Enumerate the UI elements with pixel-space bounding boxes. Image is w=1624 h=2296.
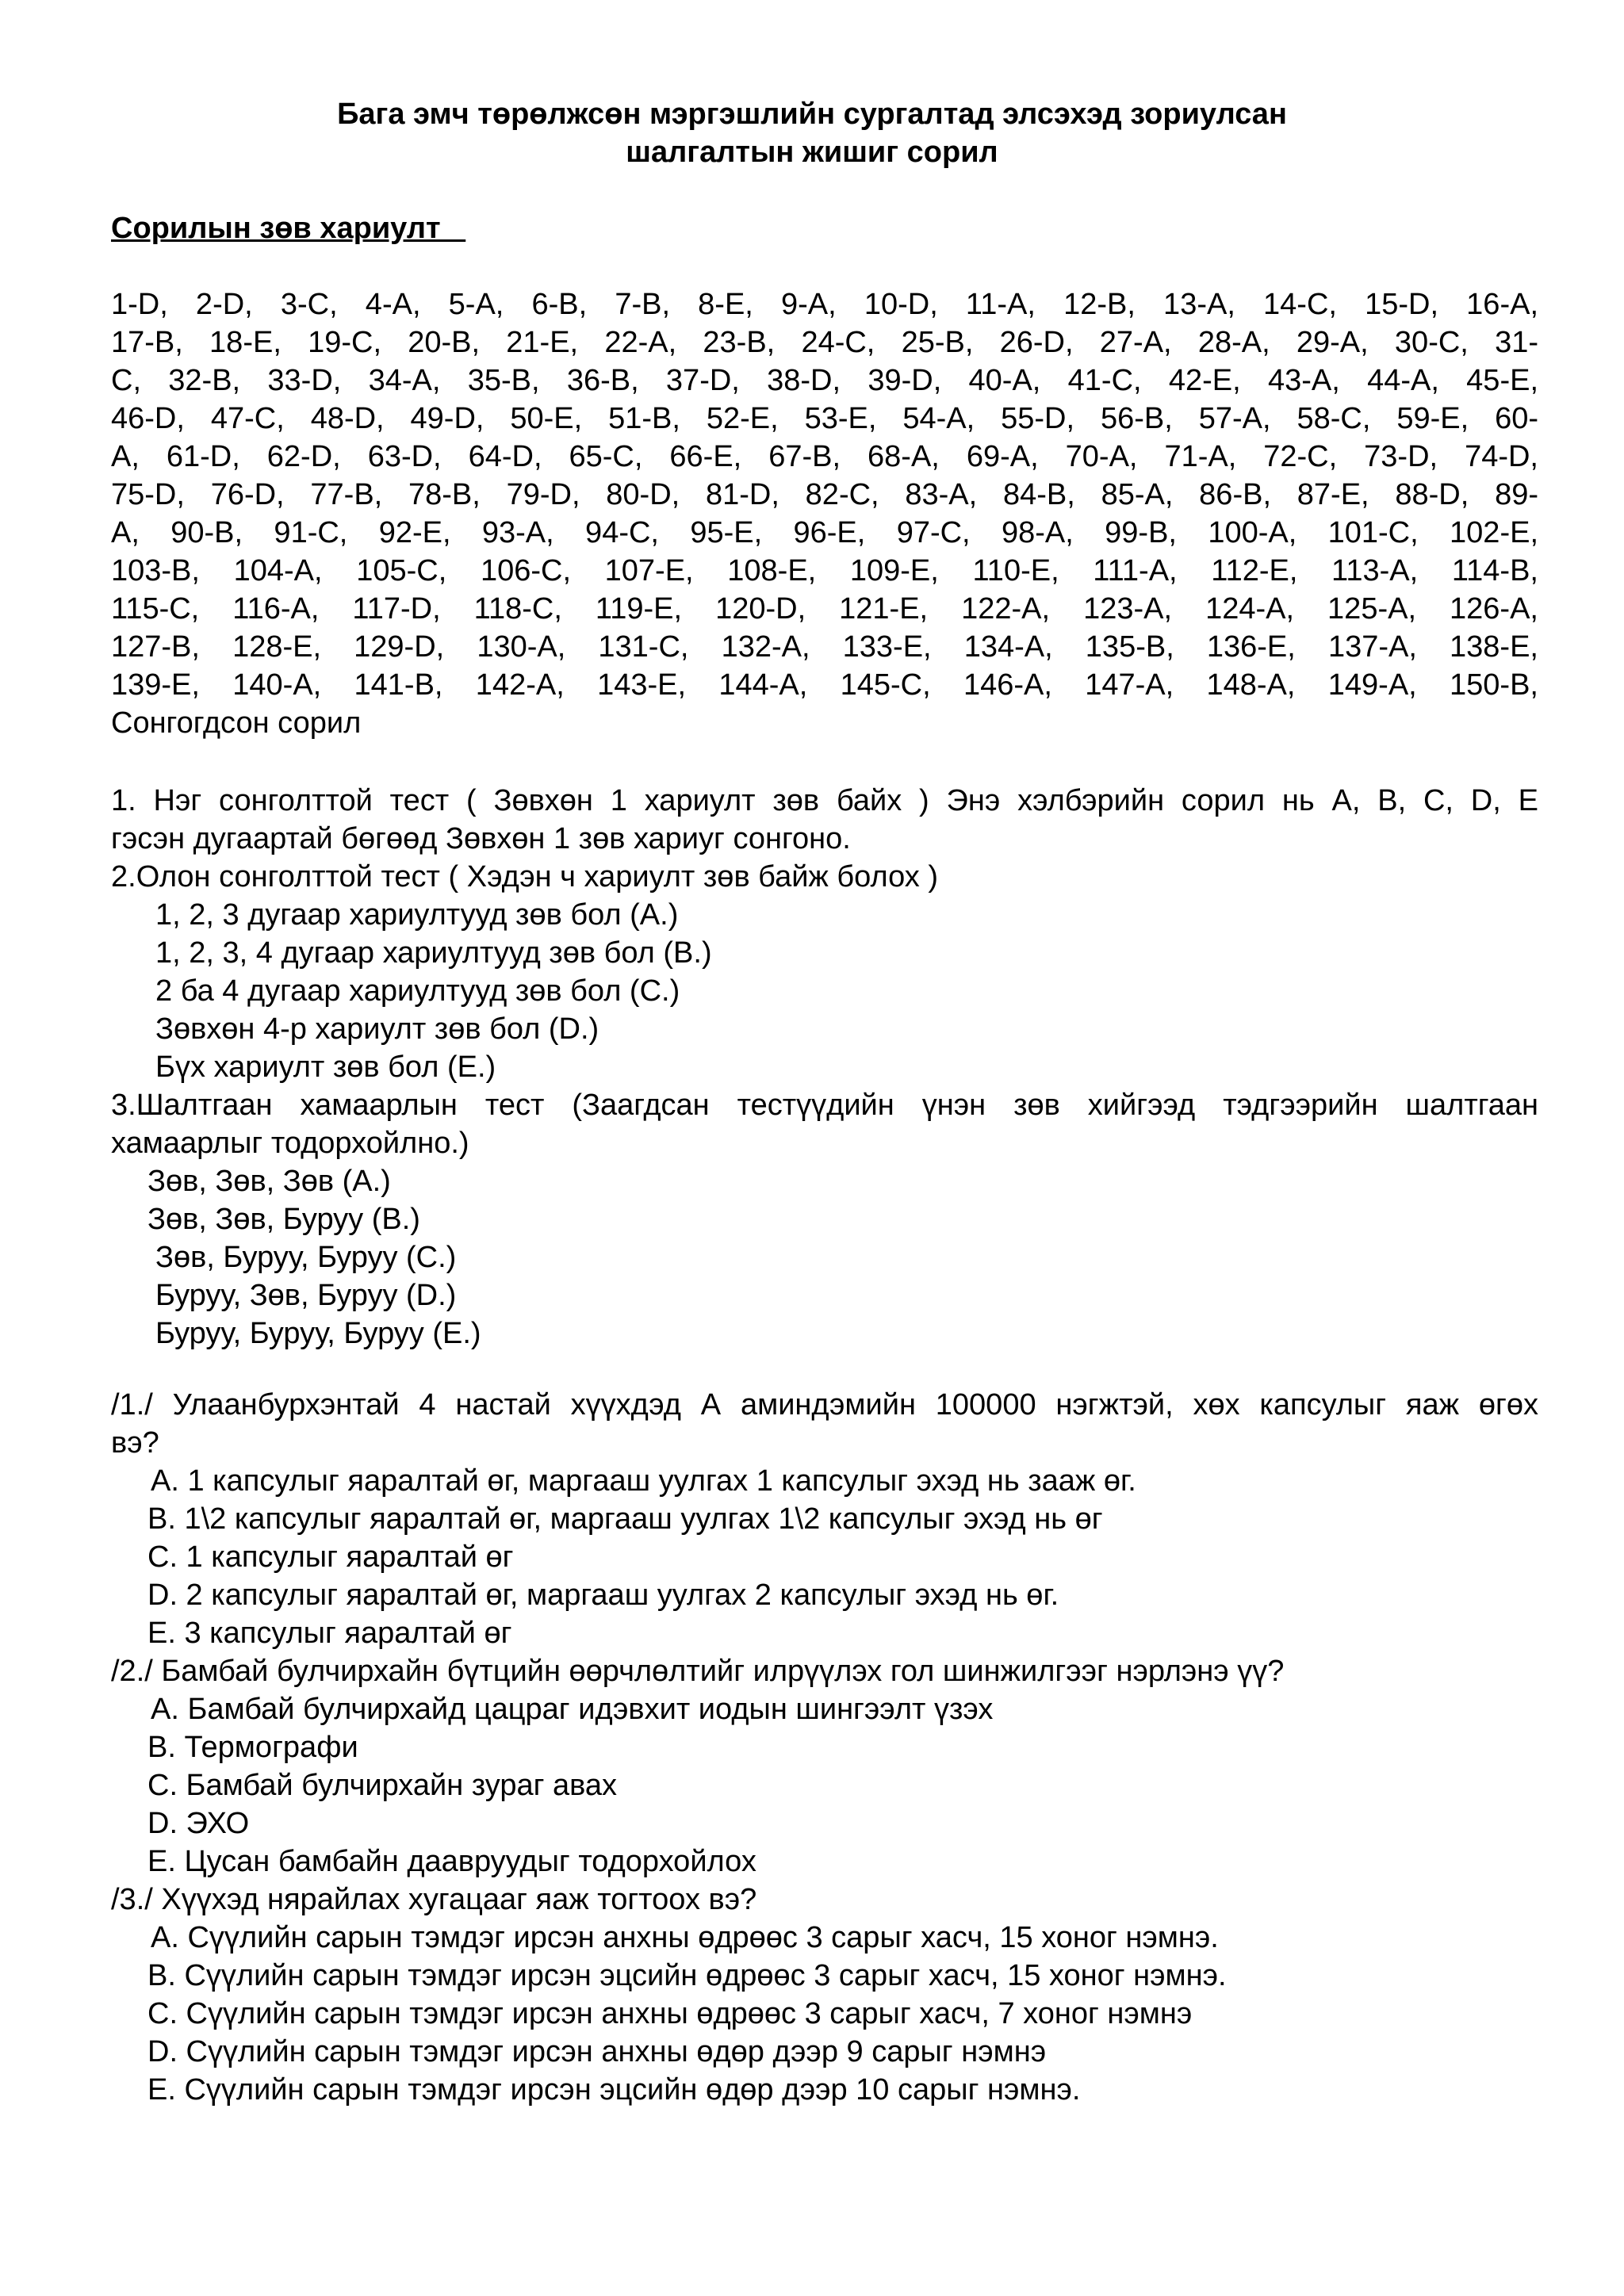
question-2-option: A. Бамбай булчирхайд цацраг идэвхит иодын шингээлт үзэх <box>151 1693 994 1726</box>
type-2-heading: 2.Олон сонголттой тест ( Хэдэн ч хариулт зөв байж болох ) <box>111 860 938 894</box>
answer-key-line: 139-E, 140-A, 141-B, 142-A, 143-E, 144-A, 145-C, 146-A, 147-A, 148-A, 149-A, 150-B, <box>111 668 1538 702</box>
test-types-section <box>111 782 1538 1353</box>
answer-key-line: A, 61-D, 62-D, 63-D, 64-D, 65-C, 66-E, 67-B, 68-A, 69-A, 70-A, 71-A, 72-C, 73-D, 74-D, <box>111 440 1538 473</box>
question-1-option: B. 1\2 капсулыг яаралтай өг, маргааш уулгах 1\2 капсулыг эхэд нь өг <box>147 1502 1103 1536</box>
questions-section <box>111 1386 1538 2109</box>
type-3-option: Буруу, Буруу, Буруу (E.) <box>155 1317 481 1350</box>
type-2-option: 1, 2, 3 дугаар хариултууд зөв бол (A.) <box>155 898 679 932</box>
answer-key-line: 17-B, 18-E, 19-C, 20-B, 21-E, 22-A, 23-B, 24-C, 25-B, 26-D, 27-A, 28-A, 29-A, 30-C, 31- <box>111 326 1538 359</box>
page-title <box>0 95 1624 171</box>
question-1-option: C. 1 капсулыг яаралтай өг <box>147 1540 514 1574</box>
question-3-option: B. Сүүлийн сарын тэмдэг ирсэн эцсийн өдрөөс 3 сарыг хасч, 15 хоног нэмнэ. <box>147 1959 1227 1992</box>
answer-key-trailing: Сонгогдсон сорил <box>111 706 362 740</box>
question-3-heading: /3./ Хүүхэд нярайлах хугацааг яаж тогтоох вэ? <box>111 1883 757 1916</box>
answer-key-line: 75-D, 76-D, 77-B, 78-B, 79-D, 80-D, 81-D, 82-C, 83-A, 84-B, 85-A, 86-B, 87-E, 88-D, 89- <box>111 478 1538 511</box>
title-line-1: Бага эмч төрөлжсөн мэргэшлийн сургалтад элсэхэд зориулсан <box>337 98 1287 131</box>
question-2-option: E. Цусан бамбайн даавруудыг тодорхойлох <box>147 1845 756 1878</box>
question-3-option: D. Сүүлийн сарын тэмдэг ирсэн анхны өдөр дээр 9 сарыг нэмнэ <box>147 2035 1047 2068</box>
type-1-line-1: 1. Нэг сонголттой тест ( Зөвхөн 1 хариулт зөв байх ) Энэ хэлбэрийн сорил нь A, B, C, D, E <box>111 784 1538 817</box>
type-2-option: Бүх хариулт зөв бол (E.) <box>155 1050 496 1084</box>
type-2-option: 1, 2, 3, 4 дугаар хариултууд зөв бол (B.) <box>155 936 712 970</box>
answer-key-line: 103-B, 104-A, 105-C, 106-C, 107-E, 108-E, 109-E, 110-E, 111-A, 112-E, 113-A, 114-B, <box>111 554 1538 587</box>
answer-key-line: A, 90-B, 91-C, 92-E, 93-A, 94-C, 95-E, 96-E, 97-C, 98-A, 99-B, 100-A, 101-C, 102-E, <box>111 516 1538 549</box>
question-1-line-1: /1./ Улаанбурхэнтай 4 настай хүүхдэд А аминдэмийн 100000 нэгжтэй, хөх капсулыг яаж өгөх <box>111 1388 1538 1422</box>
answer-key-line: 115-C, 116-A, 117-D, 118-C, 119-E, 120-D, 121-E, 122-A, 123-A, 124-A, 125-A, 126-A, <box>111 592 1538 626</box>
type-2-option: 2 ба 4 дугаар хариултууд зөв бол (C.) <box>155 974 680 1008</box>
type-3-option: Зөв, Зөв, Буруу (B.) <box>147 1203 420 1236</box>
question-3-option: A. Сүүлийн сарын тэмдэг ирсэн анхны өдрөөс 3 сарыг хасч, 15 хоног нэмнэ. <box>151 1921 1219 1954</box>
title-line-2: шалгалтын жишиг сорил <box>626 136 998 169</box>
answer-key-line: 46-D, 47-C, 48-D, 49-D, 50-E, 51-B, 52-E, 53-E, 54-A, 55-D, 56-B, 57-A, 58-C, 59-E, 60- <box>111 402 1538 435</box>
question-2-heading: /2./ Бамбай булчирхайн бүтцийн өөрчлөлтийг илрүүлэх гол шинжилгээг нэрлэнэ үү? <box>111 1655 1285 1688</box>
type-3-option: Зөв, Буруу, Буруу (C.) <box>155 1241 457 1274</box>
type-3-option: Зөв, Зөв, Зөв (A.) <box>147 1165 391 1198</box>
question-2-option: C. Бамбай булчирхайн зураг авах <box>147 1769 618 1802</box>
question-1-line-2: вэ? <box>111 1426 159 1460</box>
question-2-option: B. Термографи <box>147 1731 358 1764</box>
answer-key <box>111 285 1538 742</box>
type-3-line-2: хамаарлыг тодорхойлно.) <box>111 1127 469 1160</box>
question-3-option: C. Сүүлийн сарын тэмдэг ирсэн анхны өдрөөс 3 сарыг хасч, 7 хоног нэмнэ <box>147 1997 1193 2030</box>
question-1-option: A. 1 капсулыг яаралтай өг, маргааш уулгах 1 капсулыг эхэд нь зааж өг. <box>151 1464 1136 1498</box>
answer-key-line: 127-B, 128-E, 129-D, 130-A, 131-C, 132-A, 133-E, 134-A, 135-B, 136-E, 137-A, 138-E, <box>111 630 1538 664</box>
answer-key-line: 1-D, 2-D, 3-C, 4-A, 5-A, 6-B, 7-B, 8-E, 9-A, 10-D, 11-A, 12-B, 13-A, 14-C, 15-D, 16-A, <box>111 288 1538 321</box>
type-3-line-1: 3.Шалтгаан хамаарлын тест (Заагдсан тестүүдийн үнэн зөв хийгээд тэдгээрийн шалтгаан <box>111 1089 1538 1122</box>
type-2-option: Зөвхөн 4-р хариулт зөв бол (D.) <box>155 1012 599 1046</box>
question-3-option: E. Сүүлийн сарын тэмдэг ирсэн эцсийн өдөр дээр 10 сарыг нэмнэ. <box>147 2073 1081 2107</box>
question-2-option: D. ЭХО <box>147 1807 250 1840</box>
type-1-line-2: гэсэн дугаартай бөгөөд Зөвхөн 1 зөв хариуг сонгоно. <box>111 822 851 855</box>
type-3-option: Буруу, Зөв, Буруу (D.) <box>155 1279 457 1312</box>
question-1-option: E. 3 капсулыг яаралтай өг <box>147 1617 512 1650</box>
answer-key-line: C, 32-B, 33-D, 34-A, 35-B, 36-B, 37-D, 38-D, 39-D, 40-A, 41-C, 42-E, 43-A, 44-A, 45-E, <box>111 364 1538 397</box>
question-1-option: D. 2 капсулыг яаралтай өг, маргааш уулгах 2 капсулыг эхэд нь өг. <box>147 1578 1059 1612</box>
answers-heading: Сорилын зөв хариулт <box>111 212 466 245</box>
